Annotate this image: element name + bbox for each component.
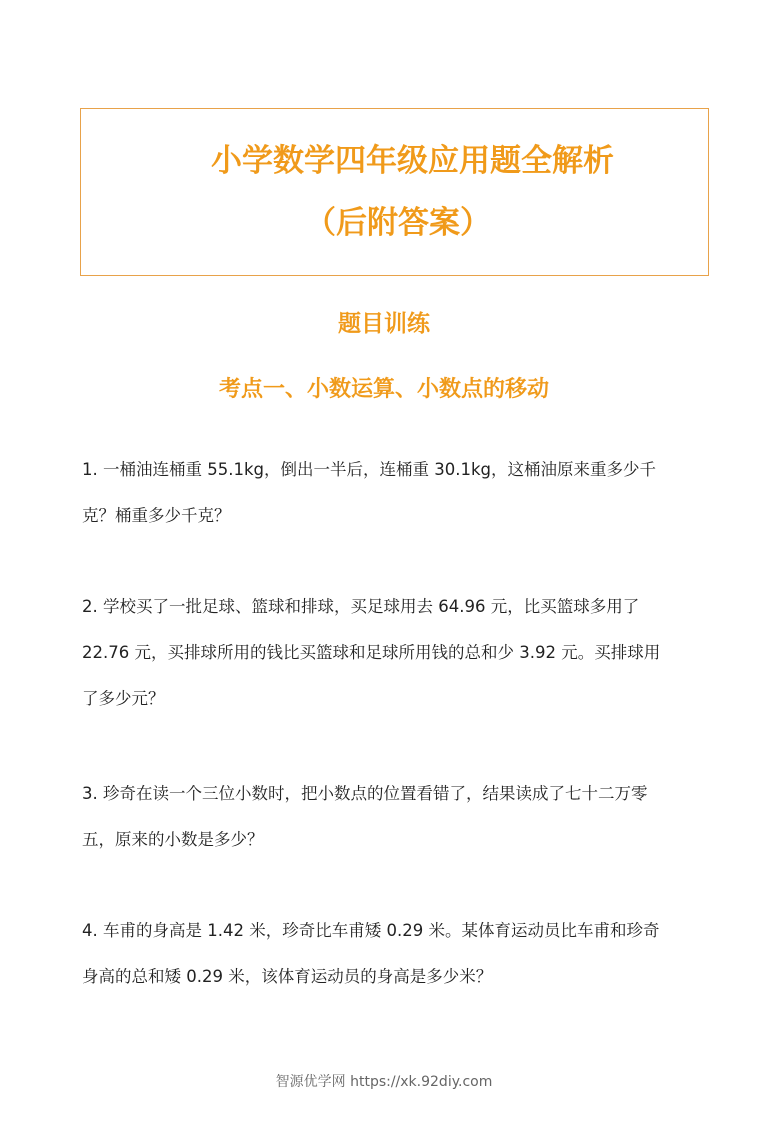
question-line: 4. 车甫的身高是 1.42 米，珍奇比车甫矮 0.29 米。某体育运动员比车甫和珍奇	[82, 921, 660, 940]
footer-watermark: 智源优学网 https://xk.92diy.com	[275, 1074, 493, 1090]
question-line: 身高的总和矮 0.29 米，该体育运动员的身高是多少米？	[82, 967, 493, 986]
document-subtitle: （后附答案）	[305, 205, 491, 241]
question-1	[82, 447, 702, 539]
question-line: 克？桶重多少千克？	[82, 506, 231, 525]
question-4	[82, 908, 702, 1000]
question-line: 22.76 元，买排球所用的钱比买篮球和足球所用钱的总和少 3.92 元。买排球用	[82, 643, 661, 662]
question-3	[82, 771, 702, 863]
question-line: 1. 一桶油连桶重 55.1kg，倒出一半后，连桶重 30.1kg，这桶油原来重多少千	[82, 460, 657, 479]
question-line: 五，原来的小数是多少？	[82, 830, 264, 849]
question-line: 2. 学校买了一批足球、篮球和排球，买足球用去 64.96 元，比买篮球多用了	[82, 597, 640, 616]
document-title: 小学数学四年级应用题全解析	[211, 143, 614, 179]
subsection-title: 考点一、小数运算、小数点的移动	[218, 377, 549, 402]
question-2	[82, 584, 702, 722]
title-box	[80, 108, 709, 276]
question-line: 了多少元？	[82, 689, 165, 708]
section-title: 题目训练	[338, 311, 430, 337]
question-line: 3. 珍奇在读一个三位小数时，把小数点的位置看错了，结果读成了七十二万零	[82, 784, 648, 803]
